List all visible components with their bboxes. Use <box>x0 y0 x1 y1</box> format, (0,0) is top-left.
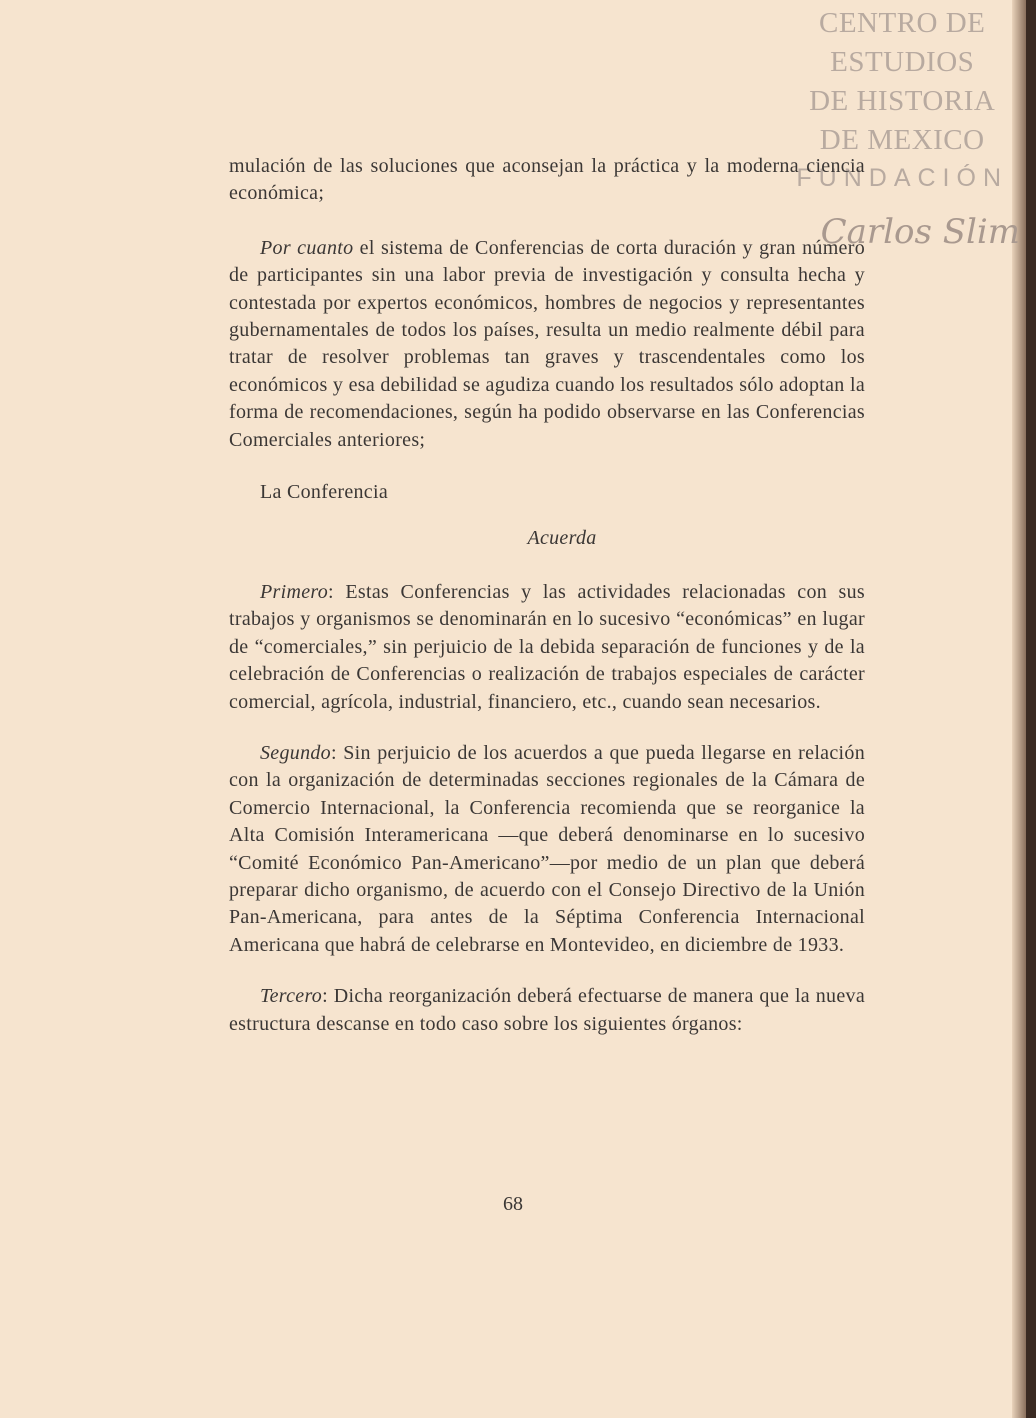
page-number: 68 <box>503 1193 523 1215</box>
paragraph-body: : Sin perjuicio de los acuerdos a que pueda llegarse en relación con la organización de determinadas secciones regionales de la Cámara de Comercio Internacional, la Conferencia recomienda que se reorganice la Alta Comisión Interamericana —que deberá denominarse en lo sucesivo “Comité Económico Pan-Americano”—por medio de un plan que deberá preparar dicho organismo, de acuerdo con el Consejo Directivo de la Unión Pan-Americana, para antes de la Séptima Conferencia Internacional Americana que habrá de celebrarse en Montevideo, en diciembre de 1933. <box>229 741 865 956</box>
paragraph-body: : Dicha reorganización deberá efectuarse de manera que la nueva estructura descanse en todo caso sobre los siguientes órganos: <box>229 985 865 1035</box>
paragraph-lead: Tercero <box>260 985 323 1008</box>
section-heading: Acuerda <box>527 527 597 550</box>
paragraph-tercero <box>229 983 865 1038</box>
paragraph-lead: Por cuanto <box>260 236 354 259</box>
body-text <box>229 153 865 1038</box>
watermark-line: CENTRO DE <box>818 7 986 39</box>
paragraph-por-cuanto <box>229 235 865 454</box>
paragraph-primero <box>229 579 865 716</box>
paragraph-segundo <box>229 740 865 959</box>
watermark-line: DE MEXICO <box>819 124 985 156</box>
paragraph-lead: Primero <box>260 580 329 603</box>
watermark-foundation: FUNDACIÓN <box>796 164 1008 192</box>
watermark-line: ESTUDIOS <box>830 46 975 78</box>
paragraph-body: el sistema de Conferencias de corta duración y gran número de participantes sin una labor previa de investigación y consulta hecha y contestada por expertos económicos, hombres de negocios y representantes gubernamentales de todos los países, resulta un medio realmente débil para tratar de resolver problemas tan graves y trascendentales como los económicos y esa debilidad se agudiza cuando los resultados sólo adoptan la forma de recomendaciones, según ha podido observarse en las Conferencias Comerciales anteriores; <box>229 236 865 451</box>
watermark-signature: Carlos Slim <box>820 212 1020 252</box>
paragraph-la-conferencia: La Conferencia <box>260 481 389 504</box>
watermark-line: DE HISTORIA <box>809 85 996 117</box>
paragraph-lead: Segundo <box>260 741 331 764</box>
paragraph-continuation: mulación de las soluciones que aconsejan la práctica y la moderna ciencia económica; <box>229 155 865 205</box>
paragraph-body: : Estas Conferencias y las actividades relacionadas con sus trabajos y organismos se denominarán en lo sucesivo “económicas” en lugar de “comerciales,” sin perjuicio de la debida separación de funciones y de la celebración de Conferencias o realización de trabajos especiales de carácter comercial, agrícola, industrial, financiero, etc., cuando sean necesarios. <box>229 580 865 713</box>
